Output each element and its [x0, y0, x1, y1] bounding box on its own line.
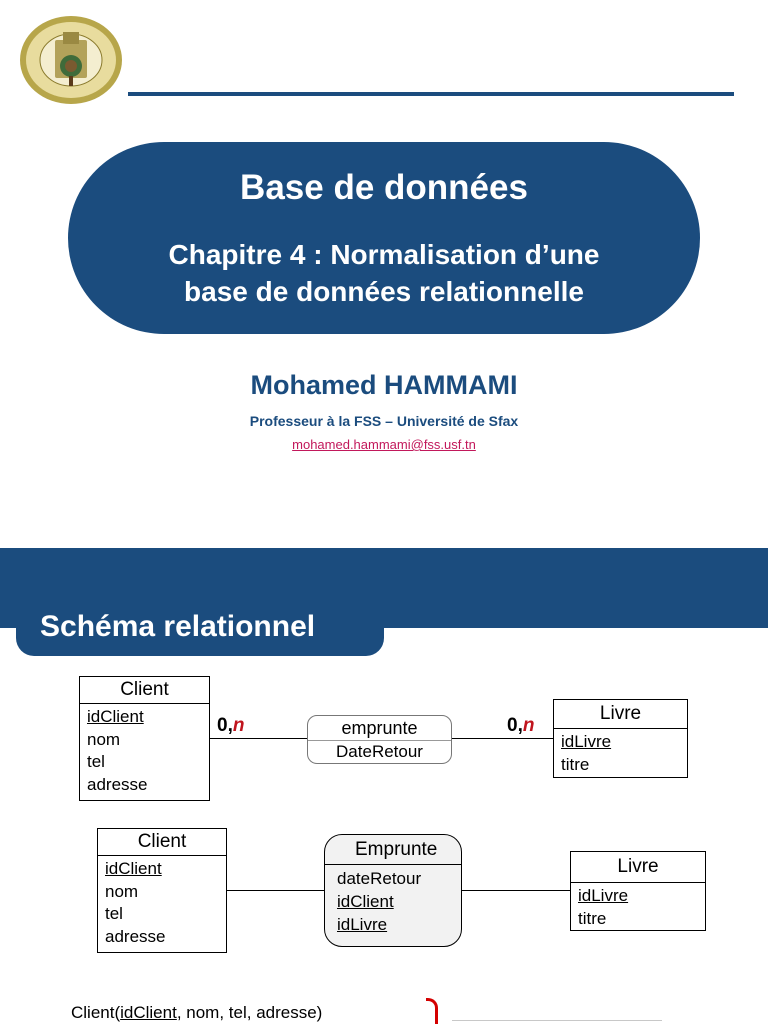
header-rule — [128, 92, 734, 96]
class-attr: nom — [105, 881, 139, 901]
chapter-title — [108, 236, 660, 310]
entity-attr: adresse — [87, 774, 148, 794]
class-attr: titre — [578, 908, 607, 928]
author-affiliation: Professeur à la FSS – Université de Sfax — [249, 413, 519, 429]
university-logo — [18, 14, 124, 106]
class-name: Client — [98, 829, 226, 856]
entity-client — [79, 676, 210, 801]
entity-name: Client — [80, 677, 209, 704]
class-key: idLivre — [578, 886, 629, 905]
association-emprunte — [307, 715, 452, 764]
class-client — [97, 828, 227, 953]
link-client-emprunte — [227, 890, 324, 891]
class-name: Emprunte — [325, 835, 461, 865]
entity-key: idClient — [87, 707, 144, 726]
author-name: Mohamed HAMMAMI — [250, 370, 518, 400]
chapter-title-line2: base de données relationnelle — [184, 276, 584, 307]
class-name: Livre — [571, 852, 705, 883]
entity-key: idLivre — [561, 732, 612, 751]
chapter-title-line1: Chapitre 4 : Normalisation d’une — [168, 239, 600, 270]
class-key: idLivre — [337, 915, 388, 934]
title-banner — [68, 142, 700, 334]
class-attr: adresse — [105, 926, 166, 946]
class-attr: tel — [105, 904, 123, 923]
separator-line — [452, 1020, 662, 1021]
class-emprunte — [324, 834, 462, 947]
class-livre — [570, 851, 706, 931]
relational-schema-client: Client(idClient, nom, tel, adresse) — [71, 1003, 323, 1022]
cardinality-right: 0,n — [507, 715, 535, 736]
course-title: Base de données — [240, 168, 528, 207]
association-attr: DateRetour — [336, 742, 423, 761]
author-email-link[interactable]: mohamed.hammami@fss.usf.tn — [292, 437, 476, 452]
entity-name: Livre — [554, 700, 687, 729]
section-title: Schéma relationnel — [16, 598, 384, 656]
cardinality-left: 0,n — [217, 715, 245, 736]
entity-attr: titre — [561, 754, 590, 774]
class-key: idClient — [337, 892, 394, 911]
class-key: idClient — [105, 859, 162, 878]
link-emprunte-livre — [461, 890, 570, 891]
entity-attr: tel — [87, 752, 105, 771]
class-attr: dateRetour — [337, 869, 422, 888]
association-name: emprunte — [308, 716, 451, 741]
entity-attr: nom — [87, 729, 121, 749]
red-brace-mark — [426, 998, 438, 1024]
entity-livre — [553, 699, 688, 778]
